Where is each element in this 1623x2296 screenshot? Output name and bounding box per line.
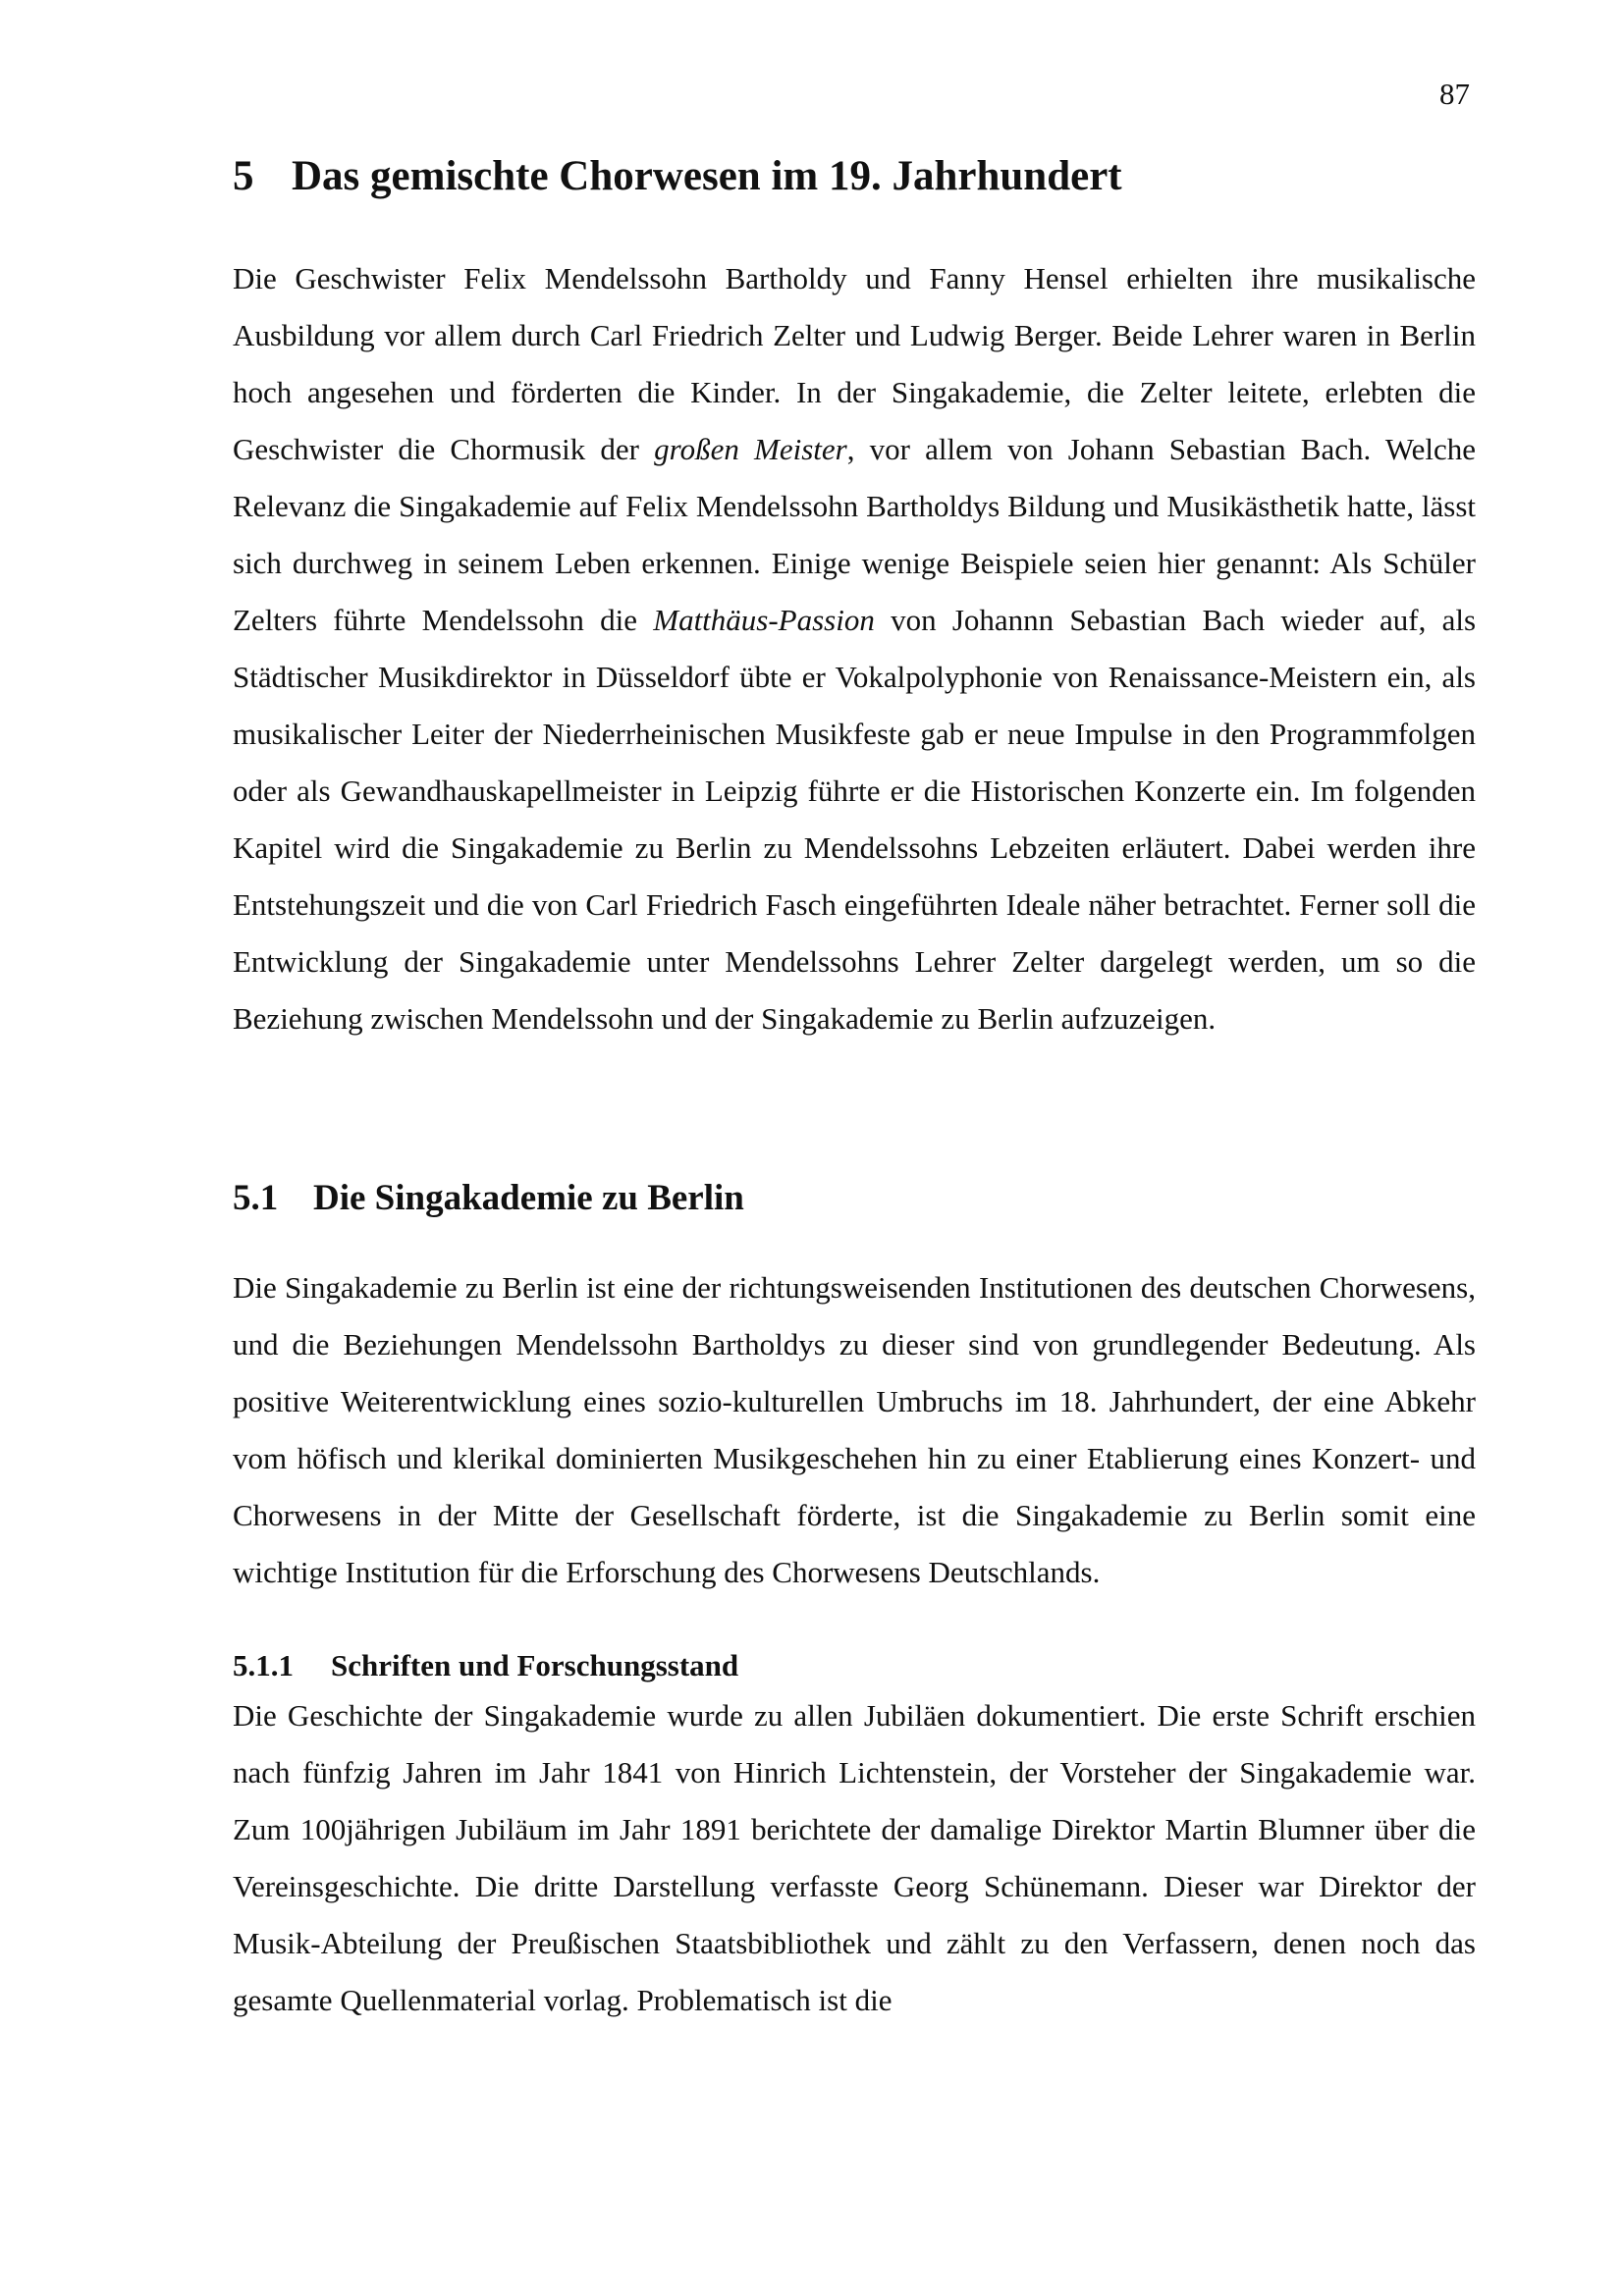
subsection-number: 5.1.1 [233,1647,294,1682]
page-number: 87 [1439,77,1470,111]
section-title: Die Singakademie zu Berlin [313,1177,744,1218]
chapter-number: 5 [233,153,254,199]
chapter-text-1: Die Geschwister Felix Mendelssohn Bartholdy und Fanny Hensel erhielten ihre musikalische Ausbildung vor allem durch Carl Friedrich Zelter und Ludwig Berger. Beide Lehrer waren in Berlin hoch angesehen und förderten die Kinder. In der Singakademie, die Zelter leitete, erlebten die Geschwister die Chormusik der [233,260,1476,466]
page-content [233,150,1476,2029]
subsection-title: Schriften und Forschungsstand [331,1647,739,1682]
section-number: 5.1 [233,1177,279,1218]
chapter-title: Das gemischte Chorwesen im 19. Jahrhundert [292,153,1122,199]
chapter-text-3: von Johannn Sebastian Bach wieder auf, als Städtischer Musikdirektor in Düsseldorf übte er Vokalpolyphonie von Renaissance-Meistern ein, als musikalischer Leiter der Niederrheinischen Musikfeste gab er neue Impulse in den Programmfolgen oder als Gewandhauskapellmeister in Leipzig führte er die Historischen Konzerte ein. Im folgenden Kapitel wird die Singakademie zu Berlin zu Mendelssohns Lebzeiten erläutert. Dabei werden ihre Entstehungszeit und die von Carl Friedrich Fasch eingeführten Ideale näher betrachtet. Ferner soll die Entwicklung der Singakademie unter Mendelssohns Lehrer Zelter dargelegt werden, um so die Beziehung zwischen Mendelssohn und der Singakademie zu Berlin aufzuzeigen. [233,602,1477,1036]
subsection-heading [233,1646,1476,1685]
chapter-heading [233,150,1476,203]
italic-phrase-grossen-meister: großen Meister [654,431,847,466]
section-paragraph: Die Singakademie zu Berlin ist eine der richtungsweisenden Institutionen des deutschen Chorwesens, und die Beziehungen Mendelssohn Bartholdys zu dieser sind von grundlegender Bedeutung. Als positive Weiterentwicklung eines sozio-kulturellen Umbruchs im 18. Jahrhundert, der eine Abkehr vom höfisch und klerikal dominierten Musikgeschehen hin zu einer Etablierung eines Konzert- und Chorwesens in der Mitte der Gesellschaft förderte, ist die Singakademie zu Berlin somit eine wichtige Institution für die Erforschung des Chorwesens Deutschlands. [233,1269,1476,1589]
chapter-text-2: , vor allem von Johann Sebastian Bach. Welche Relevanz die Singakademie auf Felix Mendelssohn Bartholdys Bildung und Musikästhetik hatte, lässt sich durchweg in seinem Leben erkennen. Einige wenige Beispiele seien hier genannt: Als Schüler Zelters führte Mendelssohn die [233,431,1476,637]
subsection-paragraph: Die Geschichte der Singakademie wurde zu allen Jubiläen dokumentiert. Die erste Schrift erschien nach fünfzig Jahren im Jahr 1841 von Hinrich Lichtenstein, der Vorsteher der Singakademie war. Zum 100jährigen Jubiläum im Jahr 1891 berichtete der damalige Direktor Martin Blumner über die Vereinsgeschichte. Die dritte Darstellung verfasste Georg Schünemann. Dieser war Direktor der Musik-Abteilung der Preußischen Staatsbibliothek und zählt zu den Verfassern, denen noch das gesamte Quellenmaterial vorlag. Problematisch ist die [233,1698,1476,2018]
chapter-paragraph [233,250,1476,1047]
italic-phrase-matthaeus-passion: Matthäus-Passion [653,602,875,637]
section-heading [233,1175,1476,1222]
